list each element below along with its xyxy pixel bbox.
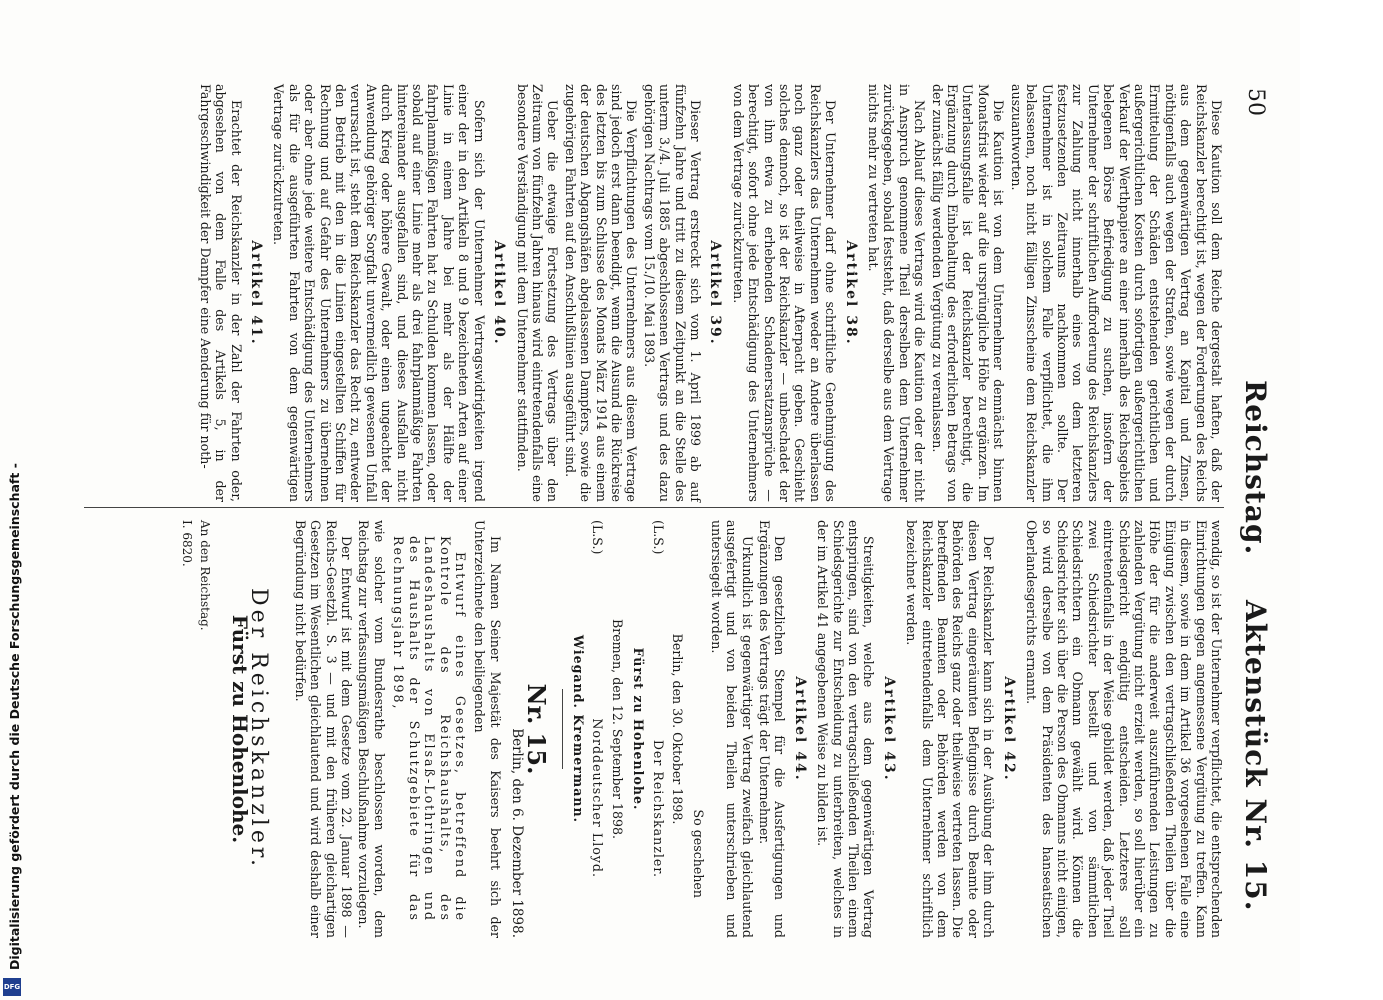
paragraph: Der Unternehmer darf ohne schriftliche Genehmigung des Reichskanzlers das Unternehmen weder an Andere überlassen noch ganz oder theilweise in Afterpacht geben. Geschieht solches dennoch, so ist der Reichskanzler — unbeschadet der von ihm etwa zu erhebenden Schadenersatzansprüche — berechtigt, sofort ohne jede Entschädigung des Unternehmers von dem Vertrage zurückzutreten. — [730, 84, 839, 502]
closing-title: Der Reichskanzler. — [246, 588, 272, 870]
signature-place-date: Berlin, den 30. Oktober 1898. — [670, 633, 685, 825]
signatory-name: Fürst zu Hohenlohe. — [631, 647, 647, 811]
so-geschehen: So geschehen — [691, 809, 707, 898]
paragraph: Die Verpflichtungen des Unternehmers aus diesem Vertrage sind jedoch erst dann beendigt, wenn die Ausund die Rückreise des letzten bis zum Schlusse des Monats März 1914 aus einem der deutschen Abgangshäfen abgelassenen Dampfers, sowie die zugehörigen Fahrten auf den Anschlußlinien ausgeführt sind. — [562, 84, 640, 502]
article-heading: Artikel 39. — [707, 240, 724, 346]
paragraph: Der Reichskanzler kann sich in der Ausübung der ihm durch diesen Vertrag eingeräumten Befugnisse durch Beamte oder Behörden des Reichs ganz oder theilweise vertreten lassen. Die betreffenden Beamten oder Behörden werden von dem Reichskanzler eintretendenfalls dem Unternehmer schriftlich bezeichnet werden. — [904, 520, 997, 938]
paragraph: Ueber die etwaige Fortsetzung des Vertrags über den Zeitraum von fünfzehn Jahren hinaus wird eintretendenfalls eine besondere Verständigung mit dem Unternehmer stattfinden. — [514, 84, 561, 502]
right-column — [179, 520, 1224, 938]
paragraph: Diese Kaution soll dem Reiche dergestalt haften, daß der Reichskanzler berechtigt ist, wegen der Forderungen des Reichs aus dem gegenwärtigen Vertrag an Kapital und Zinsen, nöthigenfalls auch wegen der Strafen, sowie wegen der durch Ermittelung der Schäden entstehenden gerichtlichen und außergerichtlichen Kosten durch sofortigen außergerichtlichen Verkauf der Werthpapiere an einer innerhalb des Reichsgebiets belegenen Börse Befriedigung zu suchen, insofern der Unternehmer der schriftlichen Aufforderung des Reichskanzlers zur Zahlung nicht innerhalb eines von dem letzteren festzusetzenden Zeitraums nachkommen sollte. Der Unternehmer ist in solchem Falle verpflichtet, die ihm belassenen, noch nicht fälligen Zinsscheine dem Reichskanzler auszuantworten. — [1008, 84, 1224, 502]
reference-number: I. 6820. — [180, 520, 195, 567]
running-head: Reichstag. — [1239, 380, 1272, 556]
paragraph: Die Kaution ist von dem Unternehmer demnächst binnen Monatsfrist wieder auf die ursprüngliche Höhe zu ergänzen. Im Unterlassungsfalle ist der Reichskanzler berechtigt, die Ergänzung durch Einbehaltung des erforderlichen Betrags von der zunächst fällig werdenden Vergütung zu veranlassen. — [929, 84, 1007, 502]
credit-text: Digitalisierung gefördert durch die Deutsche Forschungsgemeinschaft - — [7, 463, 22, 970]
signatory-title: Der Reichskanzler. — [650, 739, 666, 878]
paragraph: wie solcher vom Bundesrathe beschlossen worden, dem Reichstag zur verfassungsmäßigen Beschlußnahme vorzulegen. — [356, 520, 387, 938]
company-name: Norddeutscher Lloyd. — [590, 718, 606, 878]
paragraph: Erachtet der Reichskanzler in der Zahl der Fahrten oder, abgesehen von dem Falle des Artikels 5, in der Fahrgeschwindigkeit der Dampfer eine Aenderung für noth- — [197, 84, 244, 502]
article-heading: Artikel 40. — [491, 240, 508, 346]
signatory-names: Wiegand. Kremermann. — [570, 634, 586, 824]
paragraph: Streitigkeiten, welche aus dem gegenwärtigen Vertrag entspringen, sind von den vertragschließenden Theilen einem Schiedsgerichte zur Entscheidung zu unterbreiten, welches in der im Artikel 41 angegebenen Weise zu bilden ist. — [815, 520, 877, 938]
left-column — [195, 84, 1224, 502]
document-number: Aktenstück Nr. 15. — [1239, 600, 1272, 912]
paragraph: Im Namen Seiner Majestät des Kaisers beehrt sich der Unterzeichnete den beiliegenden — [472, 520, 503, 938]
column-divider — [84, 507, 1224, 508]
signature-place-date: Bremen, den 12. September 1898. — [609, 618, 625, 840]
page-number: 50 — [1243, 88, 1268, 116]
dfg-logo-icon: DFG — [3, 978, 21, 996]
paragraph: Nach Ablauf dieses Vertrags wird die Kaution oder der nicht in Anspruch genommene Theil derselben dem Unternehmer zurückgegeben, sobald feststeht, daß derselbe aus dem Vertrage nichts mehr zu vertreten hat. — [866, 84, 928, 502]
article-heading: Artikel 38. — [842, 240, 859, 346]
article-heading: Artikel 42. — [1000, 676, 1017, 782]
seal-mark: (L.S.) — [590, 520, 606, 555]
article-heading: Artikel 44. — [791, 676, 808, 782]
section-rule — [562, 689, 563, 769]
paragraph: wendig, so ist der Unternehmer verpflichtet, die entsprechenden Einrichtungen gegen angemessene Vergütung zu treffen. Kann in diesem, sowie in dem im Artikel 36 vorgesehenen Falle eine Einigung zwischen den vertragschließenden Theilen über die Höhe der für die anderweit auszuführenden Leistungen zu zahlenden Vergütung nicht erzielt werden, so soll hierüber ein Schiedsgericht endgültig entscheiden. Letzteres soll eintretendenfalls in der Weise gebildet werden, daß jeder Theil zwei Schiedsrichter bestellt und von sämmtlichen Schiedsrichtern ein Obmann gewählt wird. Können die Schiedsrichter sich über die Person des Obmanns nicht einigen, so wird derselbe von dem Präsidenten des hanseatischen Oberlandesgerichts ernannt. — [1024, 520, 1224, 938]
bill-title: Entwurf eines Gesetzes, betreffend die Kontrole des Reichshaushalts, des Landeshaushalts von Elsaß-Lothringen und des Haushalts der Schutzgebiete für das Rechnungsjahr 1898, — [391, 536, 468, 922]
document-date: Berlin, den 6. Dezember 1898. — [509, 728, 526, 938]
document-heading: Nr. 15. — [521, 683, 551, 775]
seal-mark: (L.S.) — [650, 520, 666, 555]
addressee: An den Reichstag. — [197, 520, 212, 631]
article-heading: Artikel 43. — [880, 676, 897, 782]
paragraph: Der Entwurf ist mit dem Gesetze vom 22. Januar 1898 — Reichs-Gesetzbl. S. 3 — und mit den früheren gleichartigen Gesetzen im Wesentlichen gleichlautend und wird deshalb einer Begründung nicht bedürfen. — [292, 520, 355, 938]
paragraph: Urkundlich ist gegenwärtiger Vertrag zweifach gleichlautend ausgefertigt und von beiden Theilen unterschrieben und untersiegelt worden. — [708, 520, 755, 938]
closing-name: Fürst zu Hohenlohe. — [228, 614, 253, 844]
page-header — [1230, 0, 1278, 1000]
paragraph: Dieser Vertrag erstreckt sich vom 1. April 1899 ab auf fünfzehn Jahre und tritt zu diesem Zeitpunkt an die Stelle des unterm 3./4. Juli 1885 abgeschlossenen Vertrags und des dazu gehörigen Nachtrags vom 15./10. Mai 1893. — [641, 84, 703, 502]
digitization-credit — [0, 0, 26, 1000]
paragraph: Den gesetzlichen Stempel für die Ausfertigungen und Ergänzungen des Vertrags trägt der Unternehmer. — [757, 520, 788, 938]
paragraph: Sofern sich der Unternehmer Vertragswidrigkeiten irgend einer der in den Artikeln 8 und 9 bezeichneten Arten auf einer Linie in einem Jahre bei mehr als der Hälfte der fahrplanmäßigen Fahrten hat zu Schulden kommen lassen, oder sobald auf einer Linie mehr als drei fahrplanmäßige Fahrten hintereinander ausgefallen sind, und dieses Ausfallen nicht durch Krieg oder höhere Gewalt, oder einen ungeachtet der Anwendung gehöriger Sorgfalt unvermeidlich gewesenen Unfall verursacht ist, steht dem Reichskanzler das Recht zu, entweder den Betrieb mit den in die Linien eingestellten Schiffen für Rechnung und auf Gefahr des Unternehmers zu übernehmen oder aber ohne jede weitere Entschädigung des Unternehmers als für die ausgeführten Fahrten von dem gegenwärtigen Vertrage zurückzutreten. — [271, 84, 487, 502]
article-heading: Artikel 41. — [248, 240, 265, 346]
